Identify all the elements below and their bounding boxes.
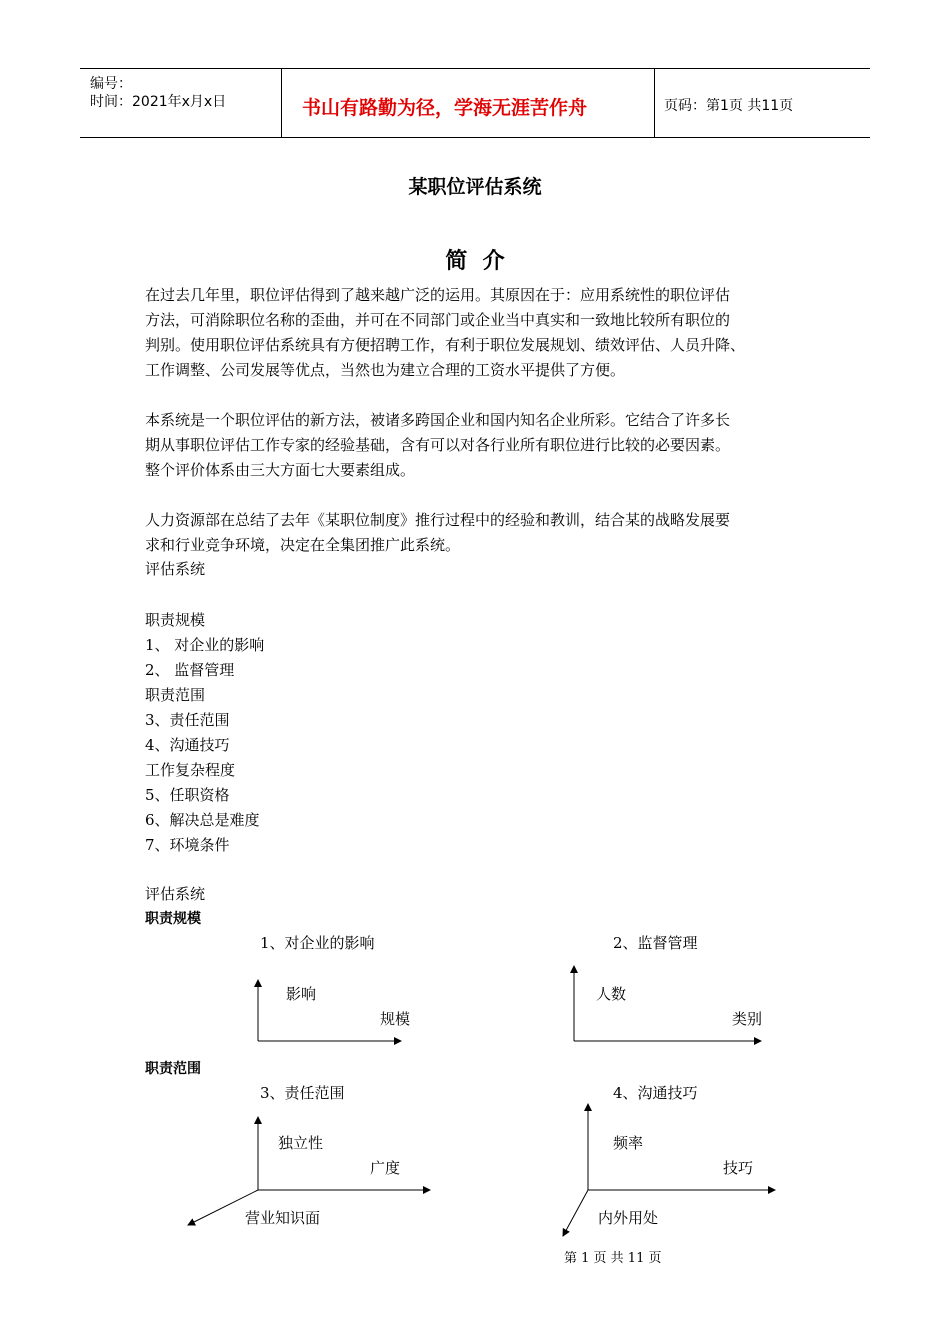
diagram-2-title: 2、监督管理	[613, 934, 698, 952]
paragraph-line: 整个评价体系由三大方面七大要素组成。	[145, 461, 416, 479]
outline-item: 7、环境条件	[145, 836, 230, 854]
paragraph-line: 工作调整、公司发展等优点，当然也为建立合理的工资水平提供了方便。	[145, 361, 626, 379]
diagram-4-z-label: 内外用处	[598, 1209, 659, 1227]
diagram-1-title: 1、对企业的影响	[260, 934, 375, 952]
outline-item: 5、任职资格	[145, 786, 230, 804]
paragraph-line: 在过去几年里，职位评估得到了越来越广泛的运用。其原因在于：应用系统性的职位评估	[145, 286, 731, 304]
diagram-2-x-label: 类别	[732, 1010, 763, 1028]
document-time-label: 时间：2021年x月x日	[90, 94, 227, 110]
header-motto: 书山有路勤为径，学海无涯苦作舟	[302, 97, 588, 119]
paragraph-line: 求和行业竞争环境，决定在全集团推广此系统。	[145, 536, 461, 554]
outline-heading: 职责范围	[145, 686, 206, 704]
evaluation-system-label-2: 评估系统	[145, 885, 206, 903]
diagram-3-x-label: 广度	[370, 1159, 401, 1177]
paragraph-line: 人力资源部在总结了去年《某职位制度》推行过程中的经验和教训，结合某的战略发展要	[145, 511, 731, 529]
header-page-info: 页码：第1页 共11页	[664, 98, 794, 114]
diagram-4-x-label: 技巧	[723, 1159, 754, 1177]
diagram-3-z-label: 营业知识面	[245, 1209, 321, 1227]
diagram-4-y-label: 频率	[613, 1134, 644, 1152]
document-title: 某职位评估系统	[408, 176, 542, 198]
paragraph-line: 判别。使用职位评估系统具有方便招聘工作，有利于职位发展规划、绩效评估、人员升降、	[145, 336, 746, 354]
evaluation-system-label: 评估系统	[145, 560, 206, 578]
diagram-1-x-label: 规模	[380, 1010, 411, 1028]
page-footer: 第 1 页 共 11 页	[564, 1251, 662, 1266]
outline-item: 2、 监督管理	[145, 661, 235, 679]
paragraph-line: 方法，可消除职位名称的歪曲，并可在不同部门或企业当中真实和一致地比较所有职位的	[145, 311, 731, 329]
diagram-2-y-label: 人数	[596, 985, 627, 1003]
section-title-introduction: 简 介	[445, 249, 505, 274]
paragraph-line: 期从事职位评估工作专家的经验基础，含有可以对各行业所有职位进行比较的必要因素。	[145, 436, 731, 454]
document-number-label: 编号：	[90, 76, 132, 92]
z-axis-arrow	[563, 1190, 588, 1236]
diagram-3-title: 3、责任范围	[260, 1084, 345, 1102]
outline-item: 3、责任范围	[145, 711, 230, 729]
outline-item: 6、解决总是难度	[145, 811, 260, 829]
section-heading-duty-scope: 职责范围	[145, 1061, 201, 1077]
outline-heading: 职责规模	[145, 611, 206, 629]
outline-item: 1、 对企业的影响	[145, 636, 265, 654]
section-heading-duty-scale: 职责规模	[145, 911, 201, 927]
diagram-4-title: 4、沟通技巧	[613, 1084, 698, 1102]
paragraph-line: 本系统是一个职位评估的新方法，被诸多跨国企业和国内知名企业所彩。它结合了许多长	[145, 411, 731, 429]
diagram-3-y-label: 独立性	[278, 1134, 324, 1152]
outline-item: 4、沟通技巧	[145, 736, 230, 754]
diagram-1-y-label: 影响	[286, 985, 317, 1003]
outline-heading: 工作复杂程度	[145, 761, 236, 779]
